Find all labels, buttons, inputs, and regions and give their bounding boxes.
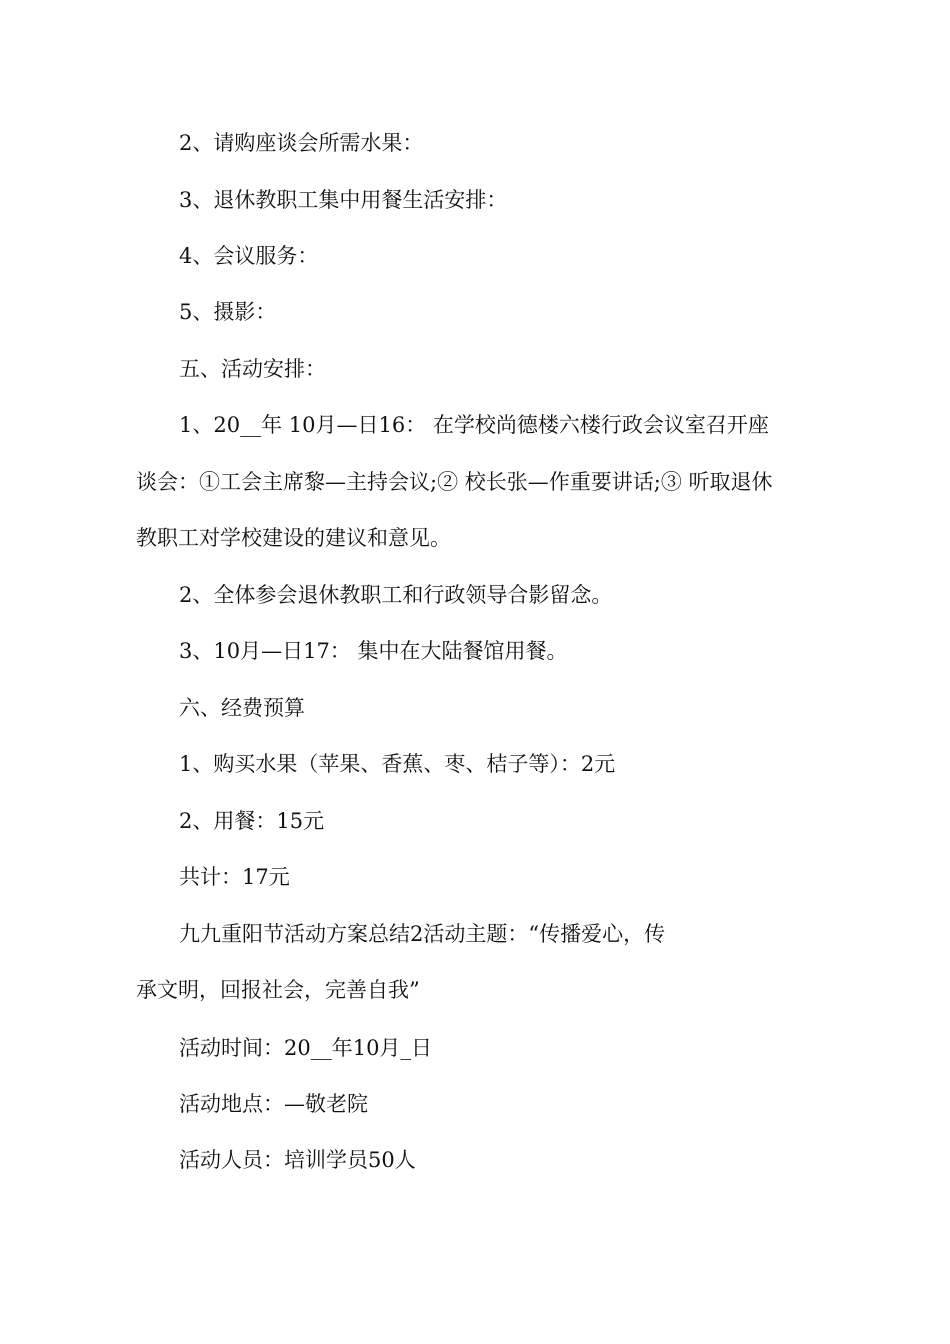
paragraph-line: 4、会议服务： xyxy=(179,244,319,268)
paragraph-line: 谈会：①工会主席黎—主持会议;② 校长张—作重要讲话;③ 听取退休 xyxy=(136,470,773,494)
paragraph-line: 2、请购座谈会所需水果： xyxy=(179,131,424,155)
paragraph-line: 1、购买水果（苹果、香蕉、枣、桔子等）：2元 xyxy=(179,752,616,776)
paragraph-line: 3、退休教职工集中用餐生活安排： xyxy=(179,188,508,212)
paragraph-line: 教职工对学校建设的建议和意见。 xyxy=(136,526,451,550)
paragraph-line: 3、10月—日17： 集中在大陆餐馆用餐。 xyxy=(179,639,568,663)
paragraph-line: 活动时间：20__年10月_日 xyxy=(179,1036,432,1060)
paragraph-line: 承文明，回报社会，完善自我” xyxy=(136,978,420,1002)
paragraph-line: 九九重阳节活动方案总结2活动主题：“传播爱心，传 xyxy=(179,922,666,946)
paragraph-line: 2、用餐：15元 xyxy=(179,809,325,833)
paragraph-line: 5、摄影： xyxy=(179,300,277,324)
section-heading: 六、经费预算 xyxy=(179,696,305,720)
paragraph-line: 2、全体参会退休教职工和行政领导合影留念。 xyxy=(179,583,613,607)
section-heading: 五、活动安排： xyxy=(179,357,326,381)
paragraph-line: 活动人员：培训学员50人 xyxy=(179,1148,416,1172)
paragraph-line: 活动地点：—敬老院 xyxy=(179,1092,368,1116)
paragraph-line: 共计：17元 xyxy=(179,865,290,889)
paragraph-line: 1、20__年 10月—日16： 在学校尚德楼六楼行政会议室召开座 xyxy=(179,413,769,437)
